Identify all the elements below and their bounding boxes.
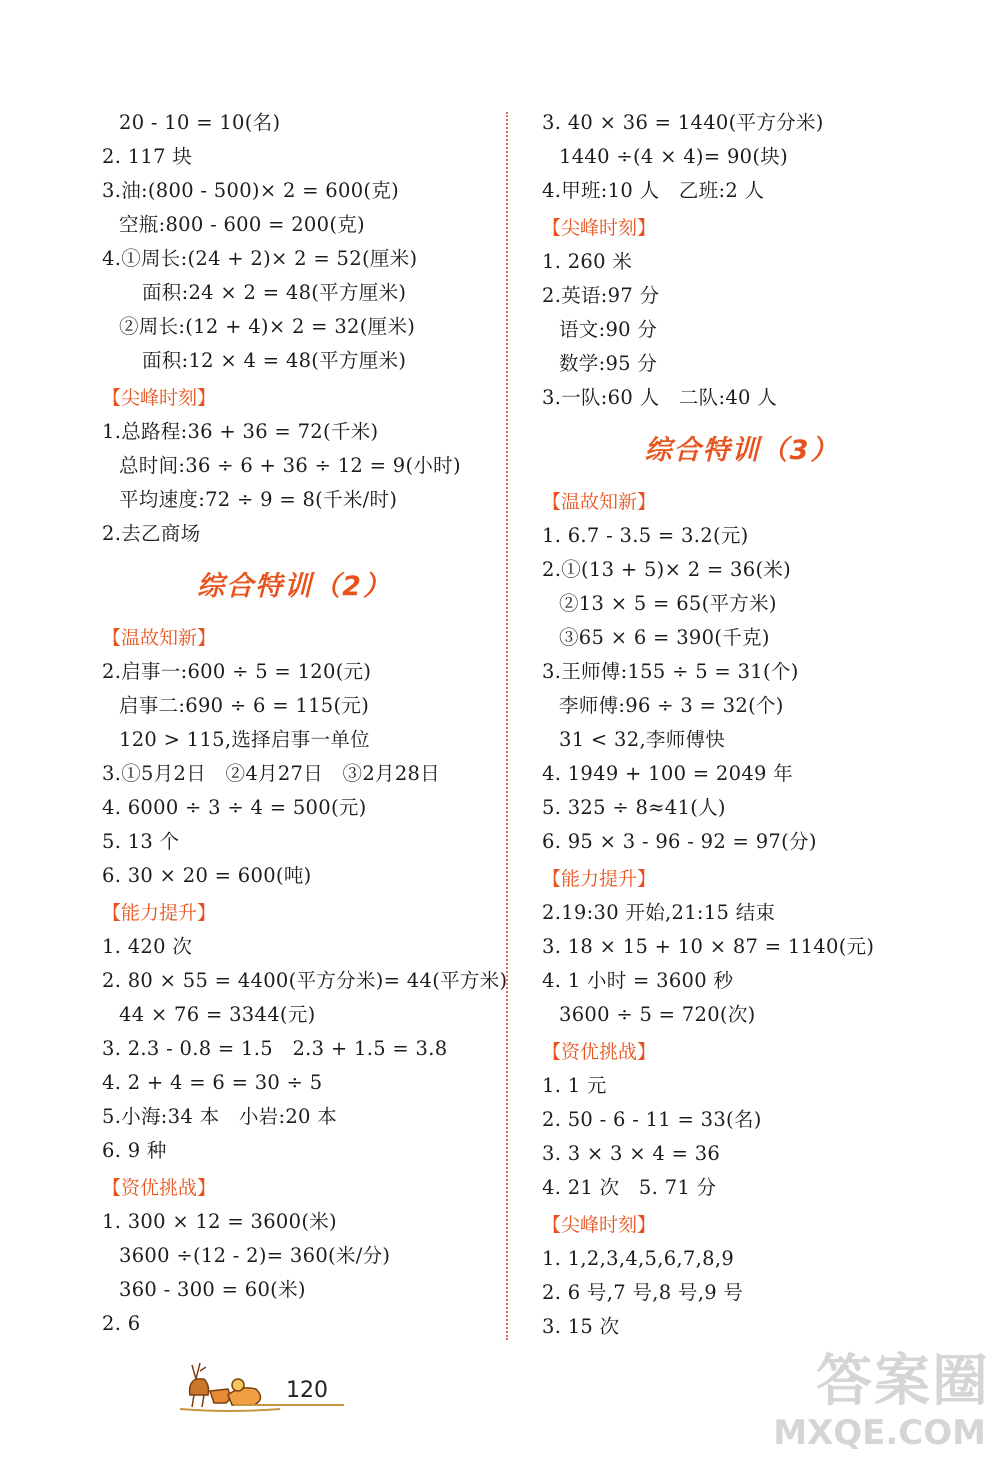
answer-line: 2. 6 <box>102 1312 141 1335</box>
section-title-challenge: 【资优挑战】 <box>542 1041 657 1063</box>
answer-line: 6. 9 种 <box>102 1139 167 1162</box>
right-column <box>542 106 942 1344</box>
answer-line: 2. 50 - 6 - 11 = 33(名) <box>542 1108 762 1131</box>
answer-line: 20 - 10 = 10(名) <box>119 111 281 134</box>
section-title-peak: 【尖峰时刻】 <box>542 217 657 239</box>
answer-line: 面积:12 × 4 = 48(平方厘米) <box>142 349 407 372</box>
answer-line: 1. 260 米 <box>542 250 633 273</box>
answer-line: 数学:95 分 <box>559 352 658 375</box>
answer-line: 4. 21 次 5. 71 分 <box>542 1176 717 1199</box>
answer-line: 2.英语:97 分 <box>542 284 660 307</box>
answer-line: 1. 420 次 <box>102 935 193 958</box>
answer-line: 3.①5月2日 ②4月27日 ③2月28日 <box>102 762 441 785</box>
answer-line: 360 - 300 = 60(米) <box>119 1278 306 1301</box>
answer-line: 4.甲班:10 人 乙班:2 人 <box>542 179 765 202</box>
answer-line: 2. 80 × 55 = 4400(平方分米)= 44(平方米) <box>102 969 508 992</box>
answer-line: 平均速度:72 ÷ 9 = 8(千米/时) <box>119 488 398 511</box>
answer-line: 3. 2.3 - 0.8 = 1.5 2.3 + 1.5 = 3.8 <box>102 1037 448 1060</box>
answer-line: 3. 15 次 <box>542 1315 620 1338</box>
answer-line: 2.启事一:600 ÷ 5 = 120(元) <box>102 660 372 683</box>
answer-line: 3.一队:60 人 二队:40 人 <box>542 386 778 409</box>
answer-line: 4. 1 小时 = 3600 秒 <box>542 969 734 992</box>
answer-line: 3. 18 × 15 + 10 × 87 = 1140(元) <box>542 935 875 958</box>
section-title-review: 【温故知新】 <box>102 627 217 649</box>
answer-line: 4. 1949 + 100 = 2049 年 <box>542 762 794 785</box>
watermark <box>773 1337 990 1457</box>
answer-line: 3. 40 × 36 = 1440(平方分米) <box>542 111 824 134</box>
answer-line: 1. 1 元 <box>542 1074 607 1097</box>
answer-line: 2.去乙商场 <box>102 522 201 545</box>
answer-line: 启事二:690 ÷ 6 = 115(元) <box>119 694 370 717</box>
answer-line: 3.油:(800 - 500)× 2 = 600(克) <box>102 179 400 202</box>
answer-line: 2. 117 块 <box>102 145 193 168</box>
section-title-challenge: 【资优挑战】 <box>102 1177 217 1199</box>
answer-line: 6. 30 × 20 = 600(吨) <box>102 864 312 887</box>
answer-line: 1440 ÷(4 × 4)= 90(块) <box>559 145 788 168</box>
answer-line: 总时间:36 ÷ 6 + 36 ÷ 12 = 9(小时) <box>119 454 461 477</box>
answer-line: 3600 ÷ 5 = 720(次) <box>559 1003 756 1026</box>
unit-heading-2: 综合特训（2） <box>197 571 392 602</box>
answer-line: 3.王师傅:155 ÷ 5 = 31(个) <box>542 660 799 683</box>
answer-line: 1.总路程:36 + 36 = 72(千米) <box>102 420 379 443</box>
watermark-url: MXQE.COM <box>773 1413 986 1453</box>
deer-sleigh-icon <box>170 1355 360 1415</box>
answer-line: 语文:90 分 <box>559 318 658 341</box>
answer-line: 6. 95 × 3 - 96 - 92 = 97(分) <box>542 830 817 853</box>
answer-line: 李师傅:96 ÷ 3 = 32(个) <box>559 694 784 717</box>
answer-line: 1. 6.7 - 3.5 = 3.2(元) <box>542 524 749 547</box>
page-number: 120 <box>286 1378 328 1403</box>
answer-line: ③65 × 6 = 390(千克) <box>559 626 770 649</box>
answer-line: 5. 13 个 <box>102 830 180 853</box>
answer-line: ②13 × 5 = 65(平方米) <box>559 592 777 615</box>
answer-line: 5. 325 ÷ 8≈41(人) <box>542 796 726 819</box>
answer-line: 2. 6 号,7 号,8 号,9 号 <box>542 1281 744 1304</box>
answer-line: ②周长:(12 + 4)× 2 = 32(厘米) <box>119 315 416 338</box>
unit-heading-3: 综合特训（3） <box>644 435 840 466</box>
answer-line: 2.①(13 + 5)× 2 = 36(米) <box>542 558 792 581</box>
section-title-peak: 【尖峰时刻】 <box>102 387 217 409</box>
section-title-ability: 【能力提升】 <box>542 868 657 890</box>
answer-line: 1. 1,2,3,4,5,6,7,8,9 <box>542 1247 735 1270</box>
left-column <box>102 106 508 1341</box>
answer-line: 1. 300 × 12 = 3600(米) <box>102 1210 337 1233</box>
answer-line: 4.①周长:(24 + 2)× 2 = 52(厘米) <box>102 247 418 270</box>
answer-line: 3600 ÷(12 - 2)= 360(米/分) <box>119 1244 391 1267</box>
answer-line: 2.19:30 开始,21:15 结束 <box>542 901 776 924</box>
answer-line: 4. 2 + 4 = 6 = 30 ÷ 5 <box>102 1071 323 1094</box>
watermark-logo: 答案圈 <box>816 1349 990 1414</box>
answer-line: 44 × 76 = 3344(元) <box>119 1003 316 1026</box>
answer-line: 面积:24 × 2 = 48(平方厘米) <box>142 281 407 304</box>
answer-line: 空瓶:800 - 600 = 200(克) <box>119 213 365 236</box>
answer-line: 3. 3 × 3 × 4 = 36 <box>542 1142 721 1165</box>
column-divider <box>506 112 508 1340</box>
section-title-review: 【温故知新】 <box>542 491 657 513</box>
answer-line: 120 > 115,选择启事一单位 <box>119 728 370 751</box>
section-title-peak: 【尖峰时刻】 <box>542 1214 657 1236</box>
page-number-underline <box>234 1404 344 1406</box>
answer-line: 5.小海:34 本 小岩:20 本 <box>102 1105 338 1128</box>
answer-line: 31 < 32,李师傅快 <box>559 728 726 751</box>
answer-line: 4. 6000 ÷ 3 ÷ 4 = 500(元) <box>102 796 367 819</box>
section-title-ability: 【能力提升】 <box>102 902 217 924</box>
